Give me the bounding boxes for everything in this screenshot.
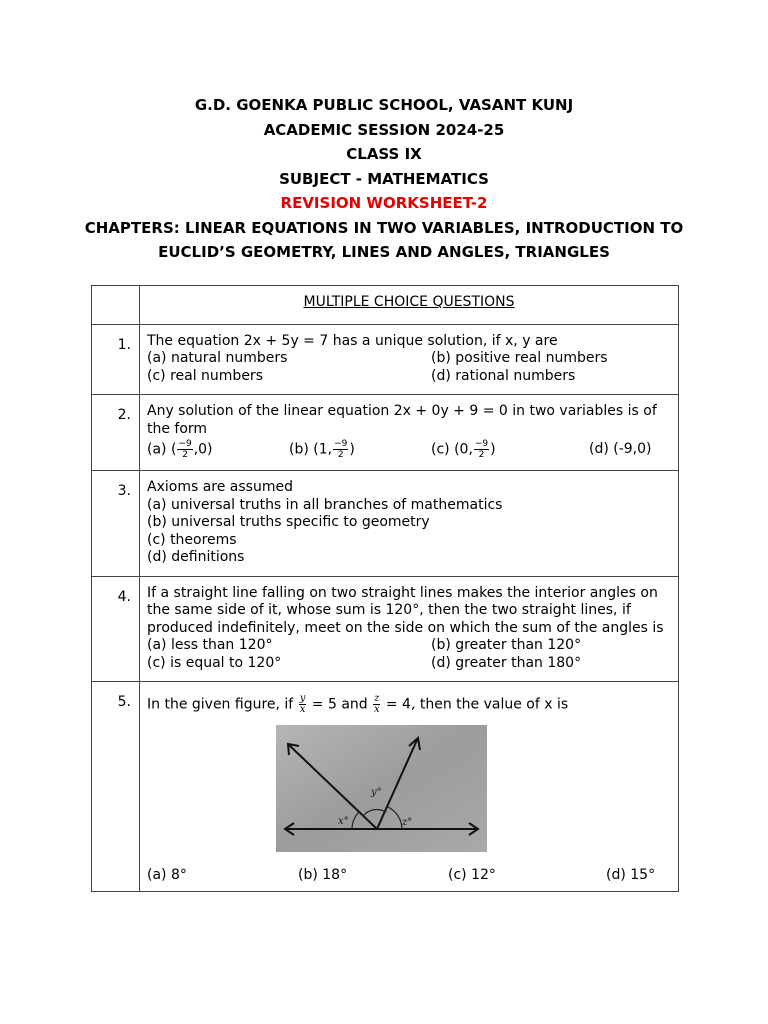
question-cell	[140, 395, 679, 471]
fraction-numerator: z	[374, 693, 380, 704]
fraction-numerator: −9	[178, 439, 192, 449]
option-row	[147, 637, 672, 655]
chapters-line-1: CHAPTERS: LINEAR EQUATIONS IN TWO VARIABLES, INTRODUCTION TO	[84, 218, 684, 237]
questions-table	[91, 285, 679, 892]
question-cell	[140, 471, 679, 577]
option-d: (d) rational numbers	[431, 367, 576, 384]
question-row-1	[92, 324, 679, 395]
option-b	[289, 439, 431, 460]
angle-figure	[276, 725, 487, 852]
label-x: x°	[338, 816, 349, 827]
header-title-cell	[140, 286, 679, 325]
question-text-part: = 4, then the value of x is	[385, 696, 569, 713]
option-a: (a) universal truths in all branches of mathematics	[147, 496, 503, 513]
option-b: (b) universal truths specific to geometry	[147, 514, 430, 530]
question-text: If a straight line falling on two straight lines makes the interior angles on the same side of it, whose sum is 120°, then the two straight lines, if produced indefinitely, meet on the side on which the sum of the angles is	[147, 584, 664, 636]
chapters-line-2: EUCLID’S GEOMETRY, LINES AND ANGLES, TRIANGLES	[158, 243, 610, 261]
fraction	[333, 439, 348, 460]
fraction-denominator: x	[373, 704, 380, 715]
option-row	[147, 368, 672, 386]
question-number-cell	[92, 395, 140, 471]
option-c: (c) real numbers	[147, 367, 263, 384]
option-row	[147, 439, 672, 460]
fraction-numerator: y	[299, 693, 306, 704]
fraction-denominator: 2	[478, 450, 485, 460]
question-cell	[140, 324, 679, 395]
question-text-part: In the given figure, if	[147, 696, 294, 713]
option-a	[147, 439, 289, 460]
option-text: (c) (0,	[431, 441, 473, 458]
option-a: (a) natural numbers	[147, 350, 288, 366]
angle-figure-svg	[276, 725, 487, 852]
question-number-cell	[92, 576, 140, 682]
option-row	[147, 350, 672, 368]
option-text: )	[349, 441, 355, 458]
header-num-cell	[92, 286, 140, 325]
question-number: 2.	[117, 407, 131, 423]
option-row	[147, 867, 672, 885]
question-text: The equation 2x + 5y = 7 has a unique solution, if x, y are	[147, 332, 558, 349]
school-name: G.D. GOENKA PUBLIC SCHOOL, VASANT KUNJ	[194, 96, 574, 114]
option-d: (d) greater than 180°	[431, 654, 582, 671]
question-number-cell	[92, 682, 140, 892]
option-c	[431, 439, 589, 460]
table-header-row	[92, 286, 679, 325]
question-text	[147, 694, 672, 715]
question-text: Axioms are assumed	[147, 479, 293, 495]
option-a: (a) 8°	[147, 867, 187, 883]
option-a: (a) less than 120°	[147, 637, 273, 653]
option-text: (a) (	[147, 441, 177, 458]
option-row	[147, 655, 672, 673]
question-number-cell	[92, 471, 140, 577]
question-number: 5.	[117, 694, 131, 710]
fraction-denominator: 2	[182, 450, 188, 460]
fraction	[474, 439, 489, 460]
fraction-denominator: 2	[337, 450, 344, 460]
fraction-numerator: −9	[334, 439, 348, 449]
option-c: (c) theorems	[147, 531, 237, 548]
question-number: 3.	[117, 483, 131, 499]
question-row-2	[92, 395, 679, 471]
fraction-denominator: x	[299, 704, 306, 715]
worksheet-title: REVISION WORKSHEET-2	[280, 194, 488, 212]
worksheet-header	[60, 93, 708, 265]
question-cell	[140, 682, 679, 892]
fraction-numerator: −9	[474, 439, 489, 449]
question-row-3	[92, 471, 679, 577]
option-d: (d) definitions	[147, 549, 245, 565]
option-d: (d) (-9,0)	[589, 441, 652, 457]
question-number-cell	[92, 324, 140, 395]
subject-label: SUBJECT - MATHEMATICS	[279, 169, 489, 188]
question-number: 4.	[117, 588, 131, 605]
option-text: (b) (1,	[289, 441, 333, 458]
label-z: z°	[402, 817, 413, 828]
option-text: ,0)	[193, 441, 213, 458]
question-text: Any solution of the linear equation 2x + 0y + 9 = 0 in two variables is of the form	[147, 403, 657, 437]
option-text: )	[490, 441, 496, 458]
academic-session: ACADEMIC SESSION 2024-25	[263, 120, 505, 139]
fraction	[177, 439, 192, 460]
question-cell	[140, 576, 679, 682]
option-d: (d) 15°	[606, 867, 656, 883]
question-row-5	[92, 682, 679, 892]
option-b: (b) greater than 120°	[431, 637, 582, 653]
fraction	[373, 694, 380, 715]
fraction	[299, 694, 307, 715]
option-b: (b) positive real numbers	[431, 350, 608, 366]
option-b: (b) 18°	[298, 867, 348, 883]
option-c: (c) 12°	[448, 867, 496, 883]
section-title: MULTIPLE CHOICE QUESTIONS	[303, 294, 515, 310]
question-row-4	[92, 576, 679, 682]
question-number: 1.	[117, 336, 131, 353]
class-label: CLASS IX	[346, 145, 422, 163]
option-c: (c) is equal to 120°	[147, 654, 282, 671]
question-text-part: = 5 and	[311, 696, 368, 713]
label-y: y°	[371, 787, 382, 798]
